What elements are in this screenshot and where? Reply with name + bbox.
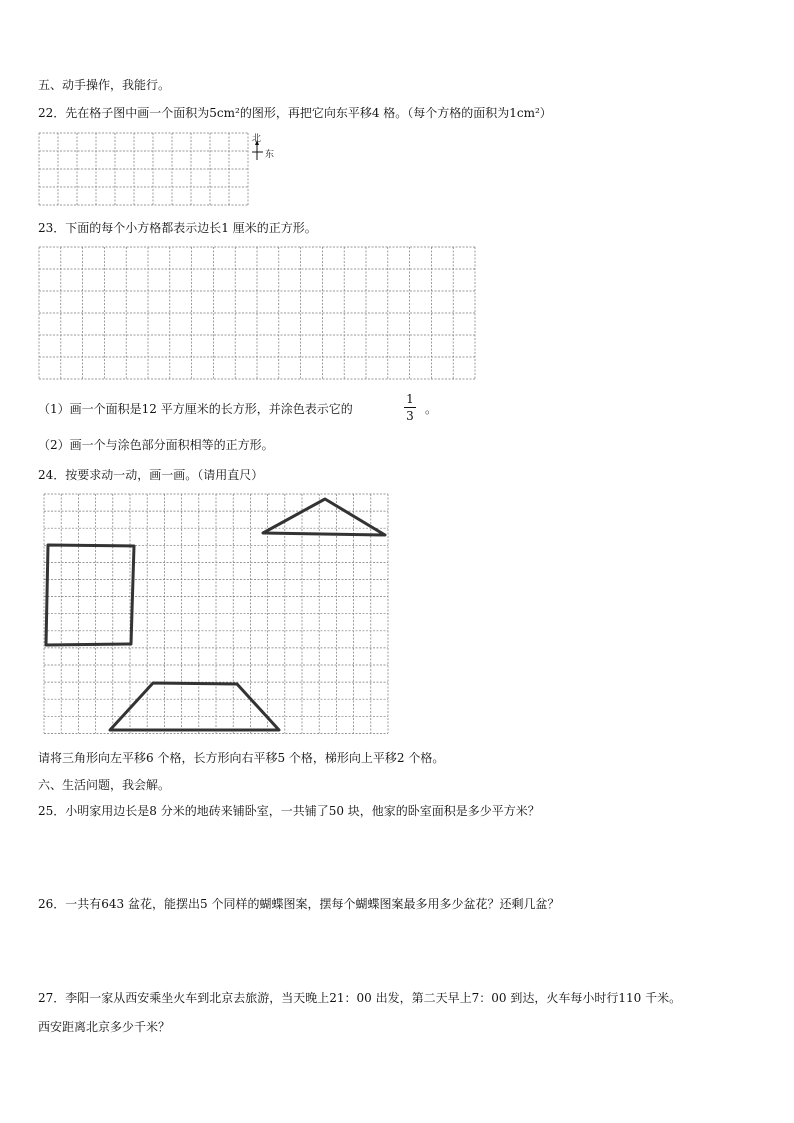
question-23-text: 23．下面的每个小方格都表示边长1 厘米的正方形。 bbox=[38, 221, 317, 235]
question-23-part2: （2）画一个与涂色部分面积相等的正方形。 bbox=[38, 438, 274, 452]
fraction-denominator: 3 bbox=[406, 409, 414, 423]
fraction-numerator: 1 bbox=[406, 392, 414, 406]
question-23-part1 bbox=[38, 401, 353, 417]
question-25-text: 25．小明家用边长是8 分米的地砖来铺卧室，一共铺了50 块，他家的卧室面积是多少平方米？ bbox=[38, 804, 540, 818]
question-27-line1: 27．李阳一家从西安乘坐火车到北京去旅游，当天晚上21：00 出发，第二天早上7：00 到达，火车每小时行110 千米。 bbox=[38, 991, 682, 1005]
question-24-instruction: 请将三角形向左平移6 个格，长方形向右平移5 个格，梯形向上平移2 个格。 bbox=[38, 751, 445, 765]
trapezoid-shape bbox=[110, 683, 279, 730]
question-23-part1-text: （1）画一个面积是12 平方厘米的长方形，并涂色表示它的 bbox=[38, 402, 353, 416]
fraction-one-third bbox=[404, 392, 416, 423]
section-six-heading: 六、生活问题，我会解。 bbox=[38, 778, 171, 792]
compass-north-label: 北 bbox=[252, 134, 262, 144]
compass-east-label: 东 bbox=[265, 150, 275, 160]
question-24-grid[interactable] bbox=[43, 493, 393, 738]
triangle-shape bbox=[263, 499, 385, 535]
question-23-grid[interactable] bbox=[38, 246, 478, 382]
question-22-grid[interactable] bbox=[38, 132, 253, 207]
section-five-heading: 五、动手操作，我能行。 bbox=[38, 78, 171, 92]
question-27-line2: 西安距离北京多少千米？ bbox=[38, 1020, 171, 1034]
question-23-part1-end: 。 bbox=[425, 402, 438, 416]
question-22-text: 22．先在格子图中画一个面积为5cm²的图形，再把它向东平移4 格。（每个方格的面积为1cm²） bbox=[38, 106, 552, 120]
question-26-text: 26．一共有643 盆花，能摆出5 个同样的蝴蝶图案，摆每个蝴蝶图案最多用多少盆花？还剩几盆？ bbox=[38, 897, 560, 911]
question-24-text: 24．按要求动一动，画一画。（请用直尺） bbox=[38, 468, 264, 482]
rectangle-shape bbox=[46, 545, 134, 645]
